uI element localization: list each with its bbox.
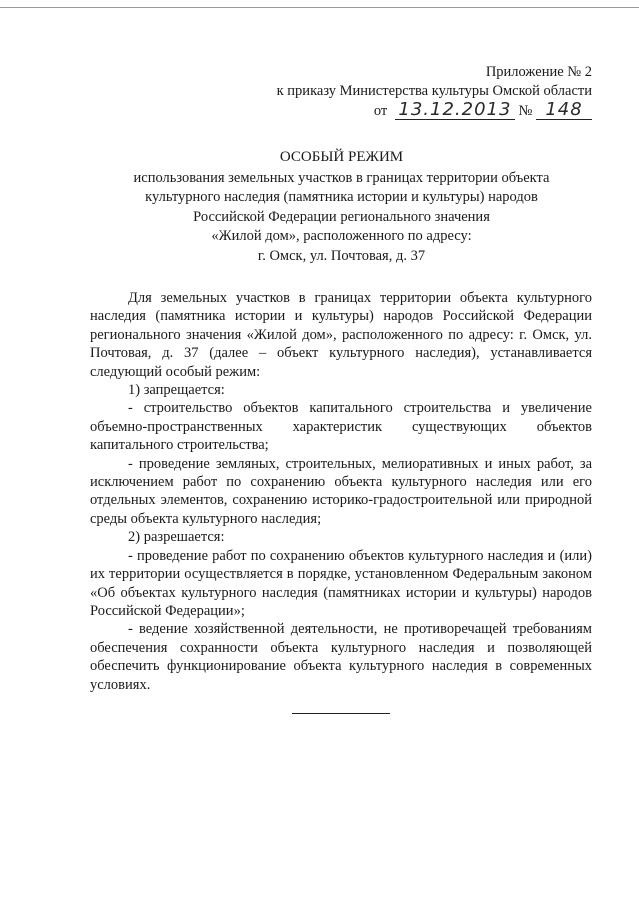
section-1-label: 1) запрещается: [128, 382, 225, 399]
scan-edge-line [0, 7, 639, 8]
title-line: «Жилой дом», расположенного по адресу: [211, 228, 472, 245]
title-line: использования земельных участков в границах территории объекта [133, 169, 550, 186]
title-heading: ОСОБЫЙ РЕЖИМ [279, 149, 404, 165]
title-line: г. Омск, ул. Почтовая, д. 37 [257, 247, 426, 264]
section-2-label: 2) разрешается: [128, 529, 225, 546]
closing-rule [292, 713, 390, 714]
section-2-item: - ведение хозяйственной деятельности, не противоречащей требованиям обеспечения сохранности объекта культурного наследия и позволяющей обеспечить функционирование объекта культурного наследия в современных условиях. [90, 621, 592, 693]
intro-paragraph: Для земельных участков в границах территории объекта культурного наследия (памятника истории и культуры) народов Российской Федерации регионального значения «Жилой дом», расположенного по адресу: г. Омск, ул. Почтовая, д. 37 (далее – объект культурного наследия), устанавливается следующий особый режим: [90, 290, 592, 380]
order-date-line [277, 101, 592, 121]
handwritten-number: 148 [536, 101, 592, 120]
section-1-item: - строительство объектов капитального строительства и увеличение объемно-пространственных характеристик существующих объектов капитального строительства; [90, 400, 592, 454]
document-body [90, 289, 592, 694]
title-line: Российской Федерации регионального значения [193, 208, 490, 225]
section-1-item: - проведение земляных, строительных, мелиоративных и иных работ, за исключением работ по сохранению объекта культурного наследия или его отдельных элементов, сохранению историко-градостроительной или природной среды объекта культурного наследия; [90, 455, 592, 527]
number-prefix: № [518, 103, 533, 119]
date-prefix: от [373, 103, 388, 119]
appendix-number: Приложение № 2 [485, 64, 592, 80]
title-line: культурного наследия (памятника истории и культуры) народов [145, 189, 538, 206]
order-reference: к приказу Министерства культуры Омской области [276, 83, 592, 99]
appendix-block [277, 63, 592, 121]
section-2-item: - проведение работ по сохранению объектов культурного наследия и (или) их территории осуществляется в порядке, установленном Федеральным законом «Об объектах культурного наследия (памятниках истории и культуры) народов Российской Федерации»; [90, 547, 592, 619]
document-title [100, 148, 583, 267]
handwritten-date: 13.12.2013 [395, 101, 515, 120]
